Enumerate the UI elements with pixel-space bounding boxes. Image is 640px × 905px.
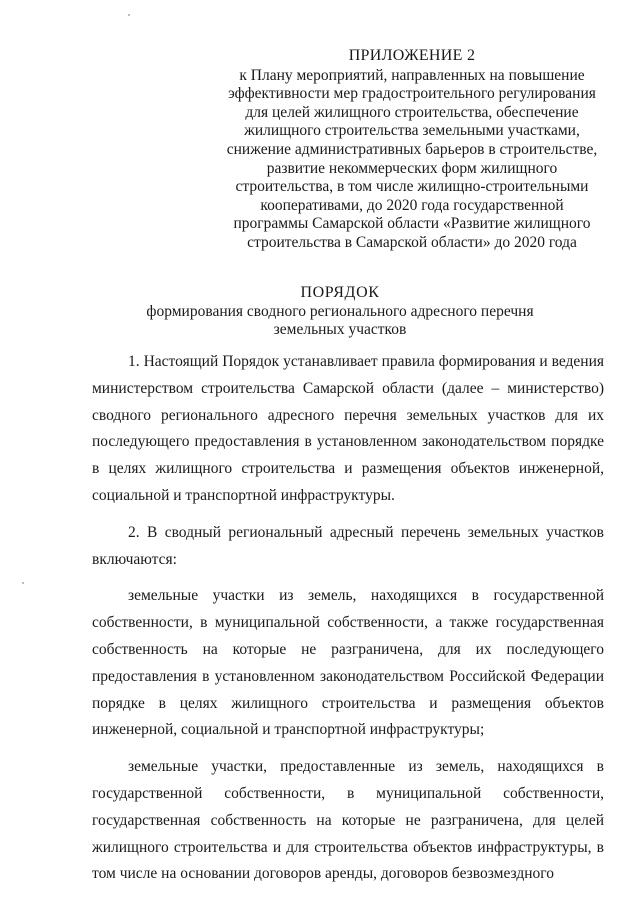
- scan-mark: [128, 14, 130, 16]
- appendix-line: строительства в Самарской области» до 2020 года: [247, 233, 577, 251]
- paragraph-2: 2. В сводный региональный адресный перечень земельных участков включаются:: [92, 523, 604, 568]
- scan-mark: [22, 582, 24, 584]
- paragraph-1: 1. Настоящий Порядок устанавливает правила формирования и ведения министерством строительства Самарской области (далее – министерство) сводного регионального адресного перечня земельных участков для их последующего предоставления в установленном законодательством порядке в целях жилищного строительства и размещения объектов инженерной, социальной и транспортной инфраструктуры.: [92, 353, 604, 504]
- appendix-header: [226, 47, 598, 253]
- appendix-line: программы Самарской области «Развитие жилищного: [233, 215, 591, 233]
- document-title-block: [60, 284, 620, 340]
- appendix-line: к Плану мероприятий, направленных на повышение: [239, 66, 585, 84]
- appendix-line: кооперативами, до 2020 года государственной: [260, 196, 564, 214]
- appendix-title: ПРИЛОЖЕНИЕ 2: [348, 47, 476, 64]
- document-subtitle-line: земельных участков: [273, 321, 407, 338]
- appendix-line: жилищного строительства земельными участками,: [244, 122, 580, 140]
- document-title: ПОРЯДОК: [300, 284, 380, 301]
- document-subtitle-line: формирования сводного регионального адресного перечня: [146, 302, 534, 320]
- appendix-line: для целей жилищного строительства, обеспечение: [245, 103, 579, 121]
- appendix-line: эффективности мер градостроительного регулирования: [228, 85, 596, 103]
- paragraph-4: земельные участки, предоставленные из земель, находящихся в государственной собственности, в муниципальной собственности, государственная собственность на которые не разграничена, для целей жилищного строительства и для строительства объектов инфраструктуры, в том числе на основании договоров аренды, договоров безвозмездного: [92, 758, 604, 883]
- appendix-line: строительства, в том числе жилищно-строительными: [235, 178, 589, 196]
- paragraph-3: земельные участки из земель, находящихся в государственной собственности, в муниципальной собственности, а также государственная собственность на которые не разграничена, для их последующего предоставления в установленном законодательством Российской Федерации порядке в целях жилищного строительства и размещения объектов инженерной, социальной и транспортной инфраструктуры;: [92, 587, 604, 739]
- appendix-line: развитие некоммерческих форм жилищного: [266, 159, 558, 177]
- document-body: [92, 349, 604, 888]
- appendix-line: снижение административных барьеров в строительстве,: [226, 140, 598, 158]
